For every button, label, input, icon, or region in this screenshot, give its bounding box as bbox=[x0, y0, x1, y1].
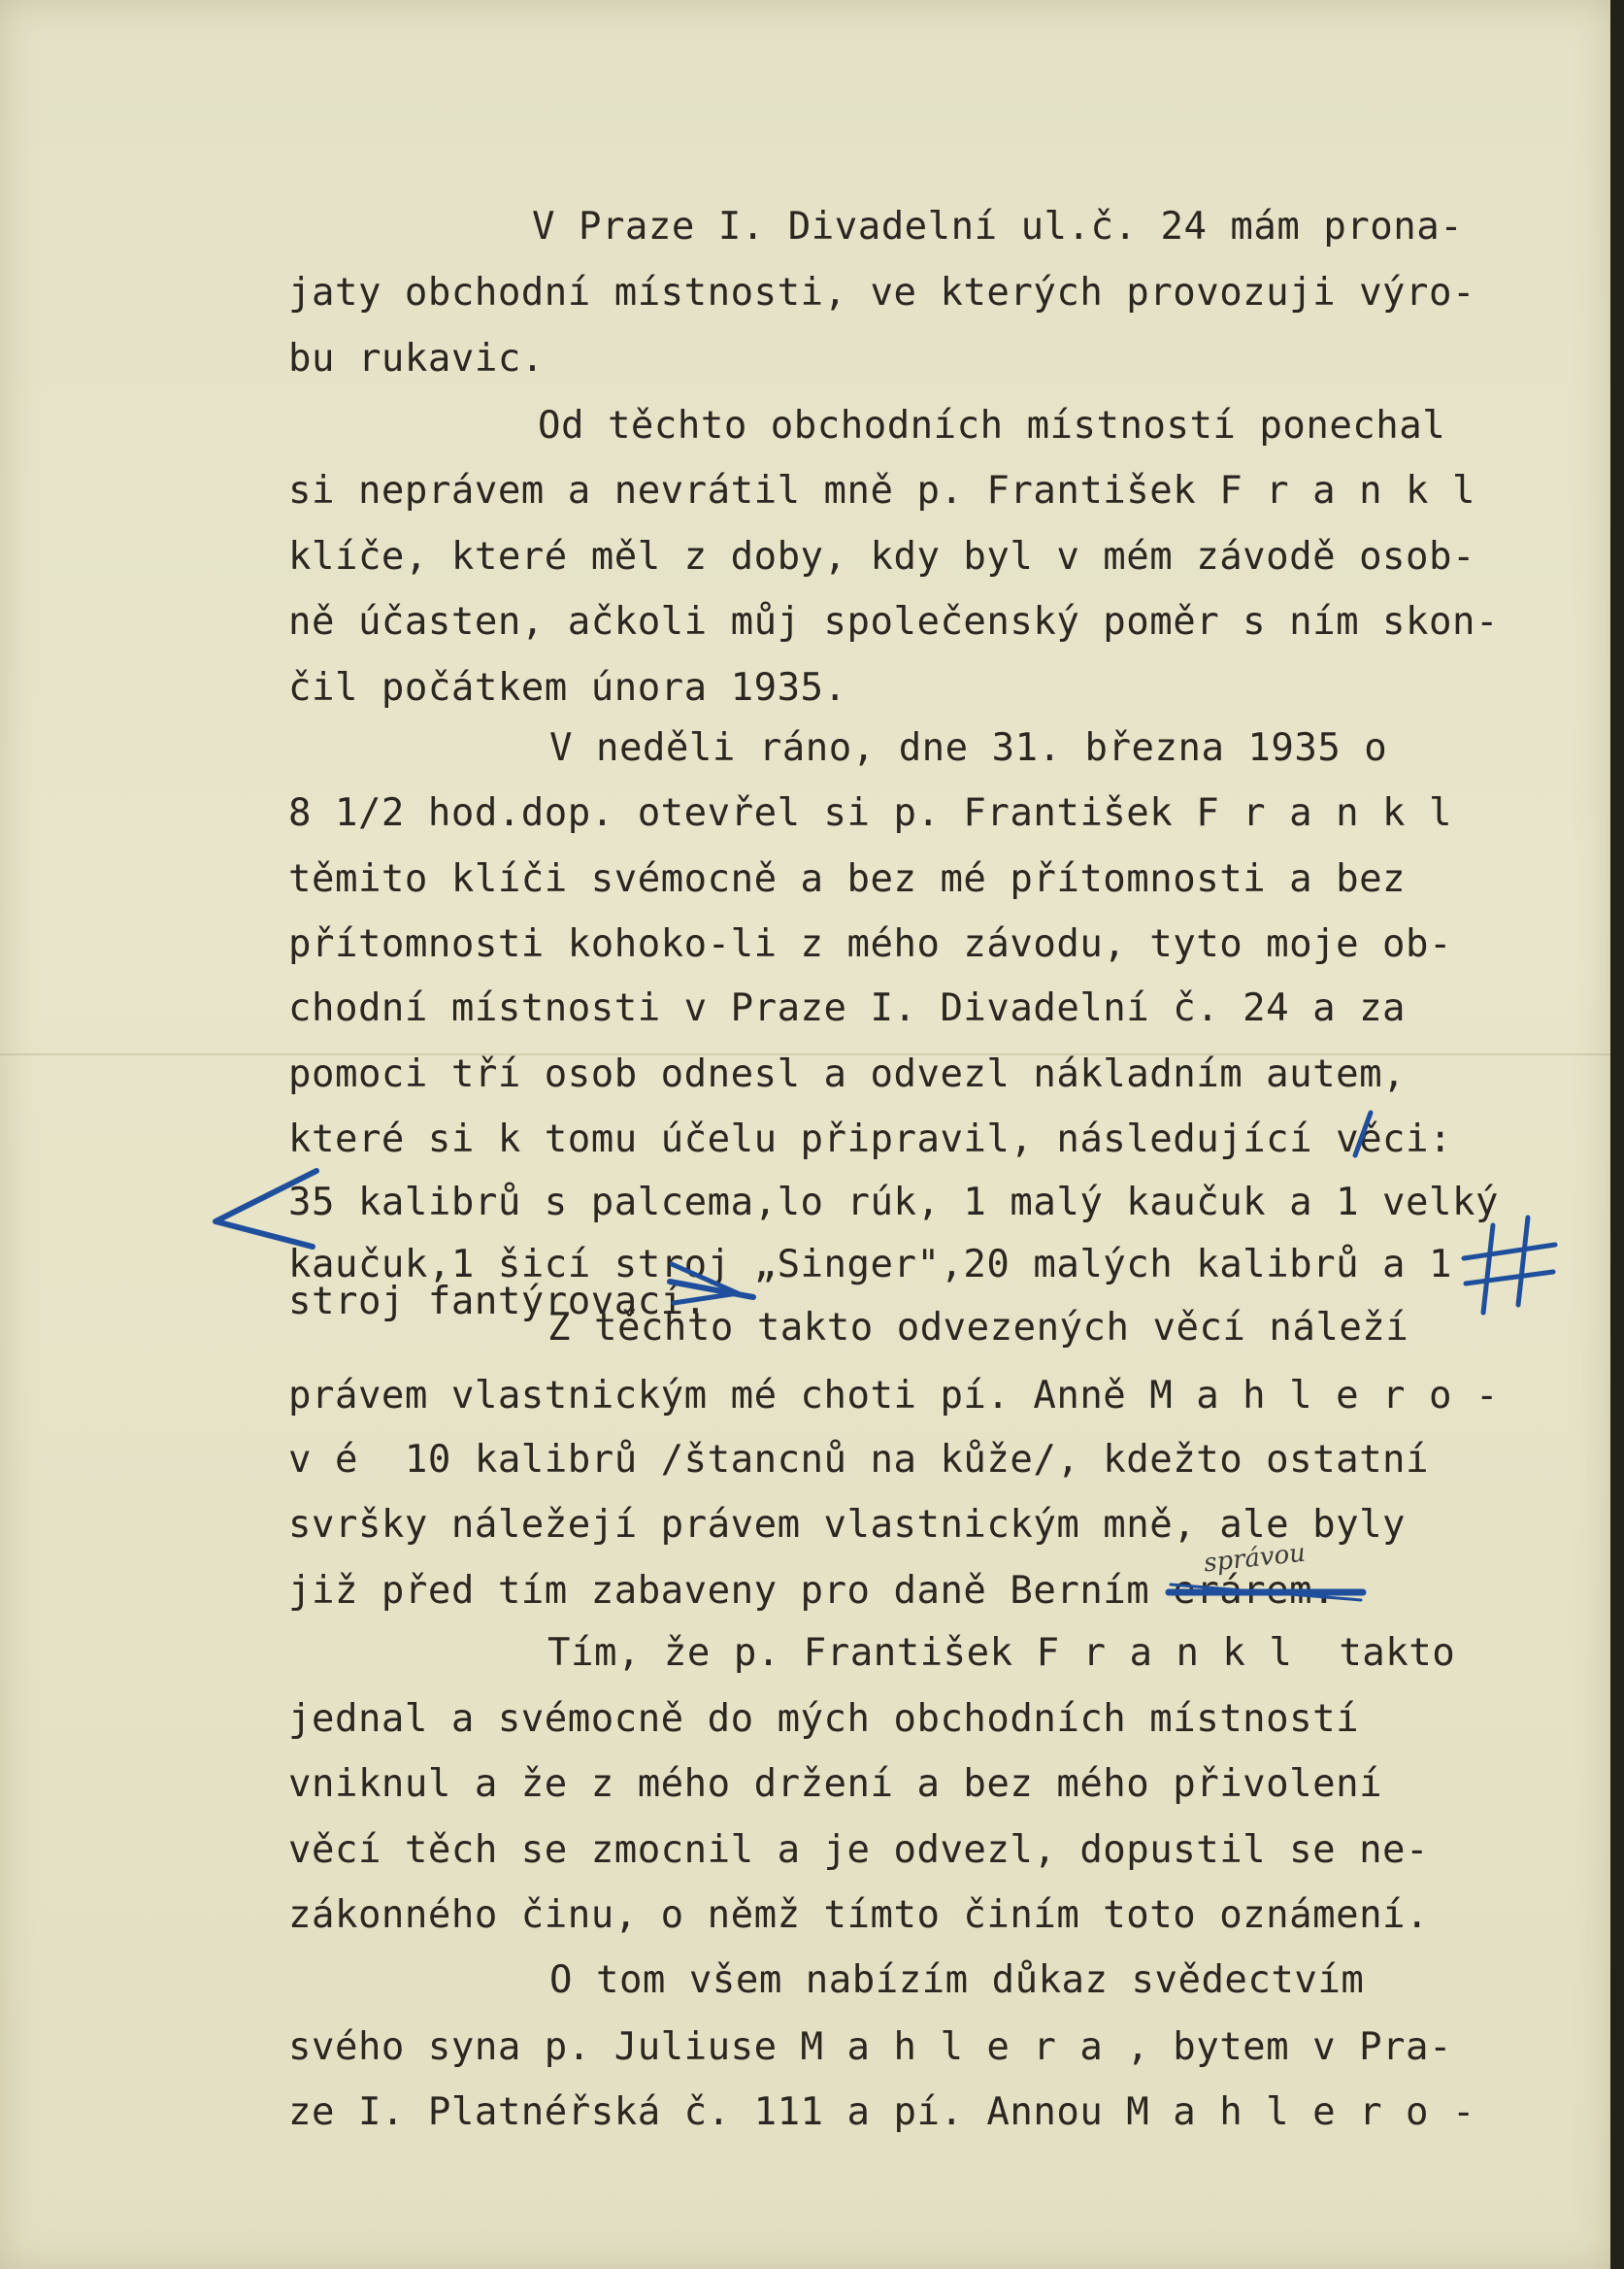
text-line: jaty obchodní místnosti, ve kterých provozuji výro- bbox=[288, 271, 1475, 315]
text-line: O tom všem nabízím důkaz svědectvím bbox=[549, 1958, 1365, 2002]
text-line: ze I. Platnéřská č. 111 a pí. Annou M a h l e r o - bbox=[288, 2090, 1475, 2134]
text-line: stroj fantýrovací. bbox=[288, 1280, 708, 1323]
text-line: klíče, které měl z doby, kdy byl v mém závodě osob- bbox=[288, 535, 1475, 579]
handwritten-correction: správou bbox=[1202, 1538, 1308, 1579]
text-line: přítomnosti kohoko-li z mého závodu, tyto moje ob- bbox=[288, 922, 1452, 966]
text-line: čil počátkem února 1935. bbox=[288, 666, 847, 710]
text-line: ně účasten, ačkoli můj společenský poměr s ním skon- bbox=[288, 600, 1499, 644]
text-line: které si k tomu účelu připravil, následující věci: bbox=[288, 1118, 1452, 1161]
text-line: jednal a svémocně do mých obchodních místností bbox=[288, 1697, 1360, 1741]
scan-edge bbox=[1610, 0, 1624, 2269]
text-line: těmito klíči svémocně a bez mé přítomnosti a bez bbox=[288, 857, 1407, 901]
text-line: v é 10 kalibrů /štancnů na kůže/, kdežto ostatní bbox=[288, 1438, 1430, 1482]
text-line: Tím, že p. František F r a n k l takto bbox=[547, 1631, 1456, 1675]
text-line: svršky náležejí právem vlastnickým mně, ale byly bbox=[288, 1503, 1407, 1547]
text-line: zákonného činu, o němž tímto činím toto oznámení. bbox=[288, 1893, 1430, 1937]
text-line: 8 1/2 hod.dop. otevřel si p. František F r a n k l bbox=[288, 791, 1452, 835]
text-line: svého syna p. Juliuse M a h l e r a , bytem v Pra- bbox=[288, 2025, 1452, 2069]
text-line: kaučuk,1 šicí stroj „Singer",20 malých kalibrů a 1 bbox=[288, 1243, 1452, 1286]
text-line: již před tím zabaveny pro daně Berním erárem. bbox=[288, 1569, 1337, 1613]
text-line: Z těchto takto odvezených věcí náleží bbox=[547, 1306, 1409, 1350]
text-line: vniknul a že z mého držení a bez mého přivolení bbox=[288, 1762, 1383, 1806]
text-line: chodní místnosti v Praze I. Divadelní č. 24 a za bbox=[288, 986, 1407, 1030]
text-line: V neděli ráno, dne 31. března 1935 o bbox=[549, 726, 1388, 770]
text-line: věcí těch se zmocnil a je odvezl, dopustil se ne- bbox=[288, 1828, 1430, 1872]
text-line: pomoci tří osob odnesl a odvezl nákladním autem, bbox=[288, 1052, 1407, 1096]
text-line: 35 kalibrů s palcema,lo rúk, 1 malý kaučuk a 1 velký bbox=[288, 1181, 1499, 1224]
text-line: V Praze I. Divadelní ul.č. 24 mám prona- bbox=[532, 205, 1464, 249]
text-line: právem vlastnickým mé choti pí. Anně M a h l e r o - bbox=[288, 1374, 1499, 1418]
text-line: si neprávem a nevrátil mně p. František F r a n k l bbox=[288, 469, 1475, 513]
text-line: bu rukavic. bbox=[288, 337, 545, 381]
text-line: Od těchto obchodních místností ponechal bbox=[538, 404, 1446, 448]
